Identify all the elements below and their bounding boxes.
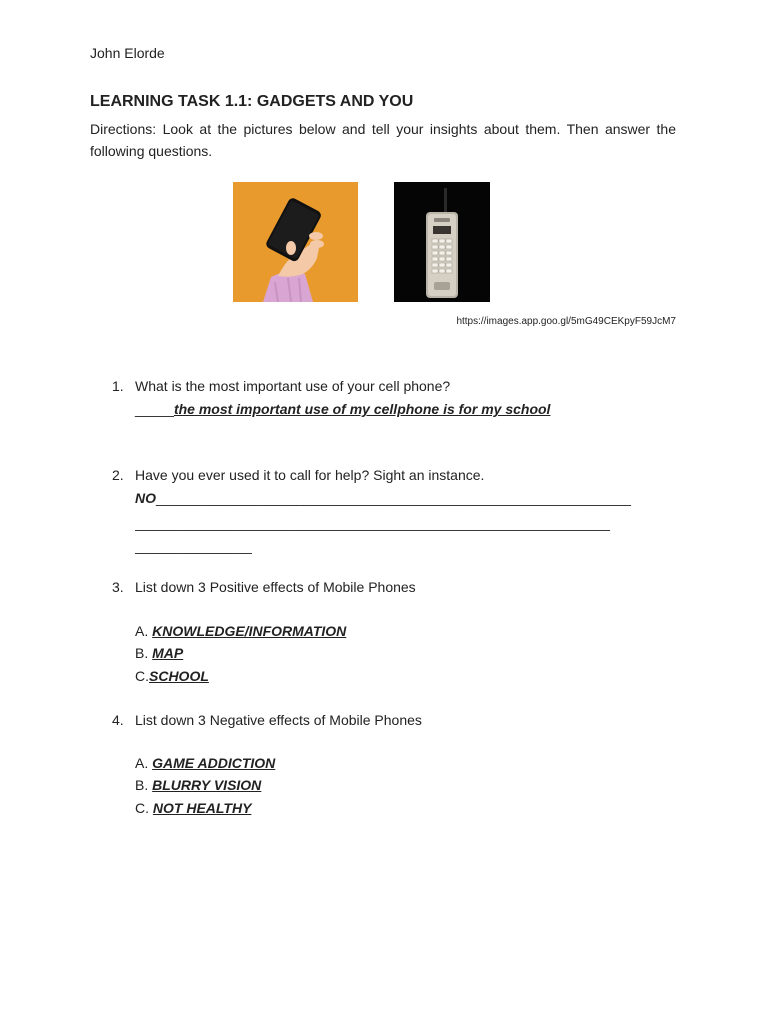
option-letter: B. — [135, 645, 153, 661]
option-letter: C. — [135, 668, 149, 684]
question-text: Have you ever used it to call for help? Sight an instance. — [135, 467, 485, 483]
answer-blank: _____ — [135, 401, 174, 417]
option-letter: A. — [135, 755, 153, 771]
option-answer: NOT HEALTHY — [152, 800, 252, 816]
question-2-answer-line-3: _______________ — [135, 538, 252, 554]
answer-fill-line: _____________________________________________________________ — [156, 490, 631, 506]
positive-effect-a — [135, 623, 346, 639]
brick-phone-illustration — [394, 182, 490, 302]
option-letter: A. — [135, 623, 153, 639]
question-2-answer-line-2: _____________________________________________________________ — [135, 515, 610, 531]
question-2-answer-line-1 — [135, 490, 676, 506]
option-answer: KNOWLEDGE/INFORMATION — [152, 623, 347, 639]
smartphone-illustration — [233, 182, 358, 302]
negative-effect-a — [135, 755, 275, 771]
vintage-brick-cellphone-photo — [394, 182, 490, 302]
image-source-link[interactable]: https://images.app.goo.gl/5mG49CEKpyF59JcM7 — [456, 316, 676, 327]
question-text: What is the most important use of your cell phone? — [135, 378, 451, 394]
option-answer: BLURRY VISION — [152, 777, 262, 793]
question-number: 1. — [112, 378, 124, 394]
option-letter: C. — [135, 800, 153, 816]
positive-effect-b — [135, 645, 183, 661]
option-answer: SCHOOL — [149, 668, 209, 684]
option-letter: B. — [135, 777, 153, 793]
author-name: John Elorde — [90, 45, 165, 61]
question-number: 2. — [112, 467, 124, 483]
option-answer: GAME ADDICTION — [152, 755, 276, 771]
question-number: 4. — [112, 712, 124, 728]
answer-text: NO — [135, 490, 156, 506]
smartphone-in-hand-photo — [233, 182, 358, 302]
question-text: List down 3 Negative effects of Mobile Phones — [135, 712, 422, 728]
positive-effect-c — [135, 668, 209, 684]
directions-text: Directions: Look at the pictures below and tell your insights about them. Then answer the following questions. — [90, 121, 676, 159]
page-title: LEARNING TASK 1.1: GADGETS AND YOU — [90, 93, 414, 110]
negative-effect-b — [135, 777, 261, 793]
question-number: 3. — [112, 579, 124, 595]
answer-text: the most important use of my cellphone is for my school — [173, 401, 551, 417]
question-text: List down 3 Positive effects of Mobile Phones — [135, 579, 416, 595]
question-1-answer — [135, 401, 550, 417]
negative-effect-c — [135, 800, 251, 816]
option-answer: MAP — [152, 645, 184, 661]
